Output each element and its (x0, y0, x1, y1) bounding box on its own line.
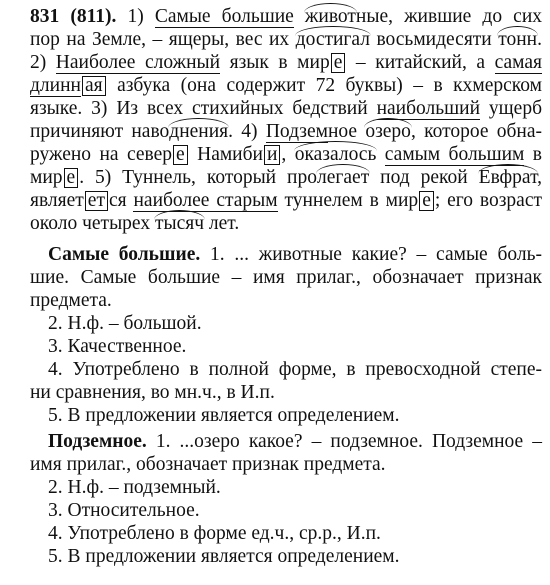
text-fragment: 1. ... животные какие? – самые боль- (200, 244, 542, 265)
analysis-1-item-5: 5. В предложении является определением. (48, 405, 400, 426)
exercise-line-2 (30, 29, 542, 51)
text-fragment: лет. (204, 213, 240, 234)
exercise-line-1 (30, 6, 542, 28)
text-fragment: 1) (116, 6, 155, 27)
text-fragment: , (537, 167, 542, 188)
analysis-2-item-5: 5. В предложении является определением. (48, 546, 400, 567)
analysis-1-item-3: 3. Качественное. (48, 336, 187, 357)
text-fragment: 1. ...озеро какое? – подземное. Подземное – (146, 431, 542, 452)
analysis-heading: Подземное. (48, 431, 147, 452)
exercise-line-8 (30, 167, 542, 189)
text-fragment: – китайский, а (346, 52, 495, 73)
text-fragment: в (524, 144, 542, 165)
text-fragment: ружено на север (30, 144, 173, 165)
underlined-word: Наиболее сложный (55, 52, 221, 73)
text-fragment: ущерб (480, 98, 542, 119)
boxed-ending: е (64, 168, 79, 188)
text-fragment: пор на Земле, – ящеры, вес их (30, 29, 296, 50)
analysis-1-line-2: шие. Самые большие – имя прилаг., обозначает признак (30, 267, 542, 288)
text-fragment: азбука (она содержит 72 буквы) – в кхмерском (106, 75, 542, 96)
analysis-2-line-1 (48, 431, 542, 453)
analysis-2-item-4: 4. Употреблено в форме ед.ч., ср.р., И.п. (48, 523, 381, 544)
text-fragment: ное (327, 121, 366, 142)
boxed-ending: и (264, 145, 280, 165)
exercise-line-4 (30, 75, 542, 97)
boxed-ending: е (173, 145, 188, 165)
text-fragment (376, 144, 384, 165)
exercise-number: 831 (811). (30, 6, 117, 27)
text-fragment: , (281, 144, 295, 165)
arc-marked-root: днения (169, 121, 229, 142)
exercise-line-6 (30, 121, 542, 143)
text-fragment: являет (30, 190, 84, 211)
arc-marked-root: тонн (498, 29, 538, 50)
text-fragment (294, 6, 305, 27)
analysis-heading: Самые большие. (48, 244, 201, 265)
exercise-line-7 (30, 144, 542, 166)
text-fragment: . 5) Туннель, который про (79, 167, 317, 188)
underlined-word: наиболее старым (133, 190, 278, 211)
underlined-word: Подзем (265, 121, 328, 142)
underlined-word: самым большим (384, 144, 525, 165)
arc-marked-root: оказалось (294, 144, 377, 165)
analysis-1-line-1 (48, 244, 542, 266)
exercise-line-3 (30, 52, 542, 74)
text-fragment: туннелем в мир (277, 190, 419, 211)
text-fragment: ные, жившие до сих (355, 6, 542, 27)
text-fragment: . (537, 29, 542, 50)
text-fragment: восьмидесяти (369, 29, 499, 50)
analysis-1-item-4b: ни сравнения, во мн.ч., в И.п. (30, 382, 275, 403)
text-fragment: под рекой (369, 167, 479, 188)
underlined-word: наибольший (376, 98, 481, 119)
arc-marked-root: тысяч (154, 213, 205, 234)
arc-marked-root: достигал (295, 29, 370, 50)
text-fragment: . 4) (228, 121, 266, 142)
text-fragment: причиняют наво (30, 121, 170, 142)
text-fragment: ся (108, 190, 134, 211)
text-fragment: язык в мир (220, 52, 330, 73)
analysis-2-item-2: 2. Н.ф. – подземный. (48, 477, 221, 498)
analysis-1-item-2: 2. Н.ф. – большой. (48, 313, 202, 334)
text-fragment: языке. 3) Из всех стихийных бедствий (30, 98, 377, 119)
boxed-ending: е (419, 191, 434, 211)
exercise-line-10 (30, 213, 542, 235)
text-fragment: , которое обна- (410, 121, 542, 142)
analysis-2-line-2: имя прилаг., обозначает признак предмета. (30, 454, 386, 475)
boxed-ending: ет (85, 191, 108, 211)
underlined-word: самая (494, 52, 542, 73)
underlined-word: длинн (30, 75, 81, 96)
boxed-ending: е (331, 53, 346, 73)
text-fragment: ; его возраст (434, 190, 543, 211)
underlined-word: Самые большие (154, 6, 294, 27)
arc-marked-root: озеро (365, 121, 411, 142)
arc-marked-root: Евфрат (478, 167, 538, 188)
boxed-ending: ая (82, 76, 106, 96)
text-fragment: 2) (30, 52, 56, 73)
text-fragment: около четырех (30, 213, 155, 234)
exercise-line-5 (30, 98, 542, 120)
arc-marked-root: легает (317, 167, 370, 188)
analysis-1-line-3: предмета. (30, 290, 112, 311)
analysis-1-item-4a: 4. Употреблено в полной форме, в превосходной степе- (48, 359, 542, 380)
arc-marked-root: живот (304, 6, 356, 27)
text-fragment: Намиби (188, 144, 263, 165)
exercise-line-9 (30, 190, 542, 212)
text-fragment: мир (30, 167, 63, 188)
analysis-2-item-3: 3. Относительное. (48, 500, 200, 521)
